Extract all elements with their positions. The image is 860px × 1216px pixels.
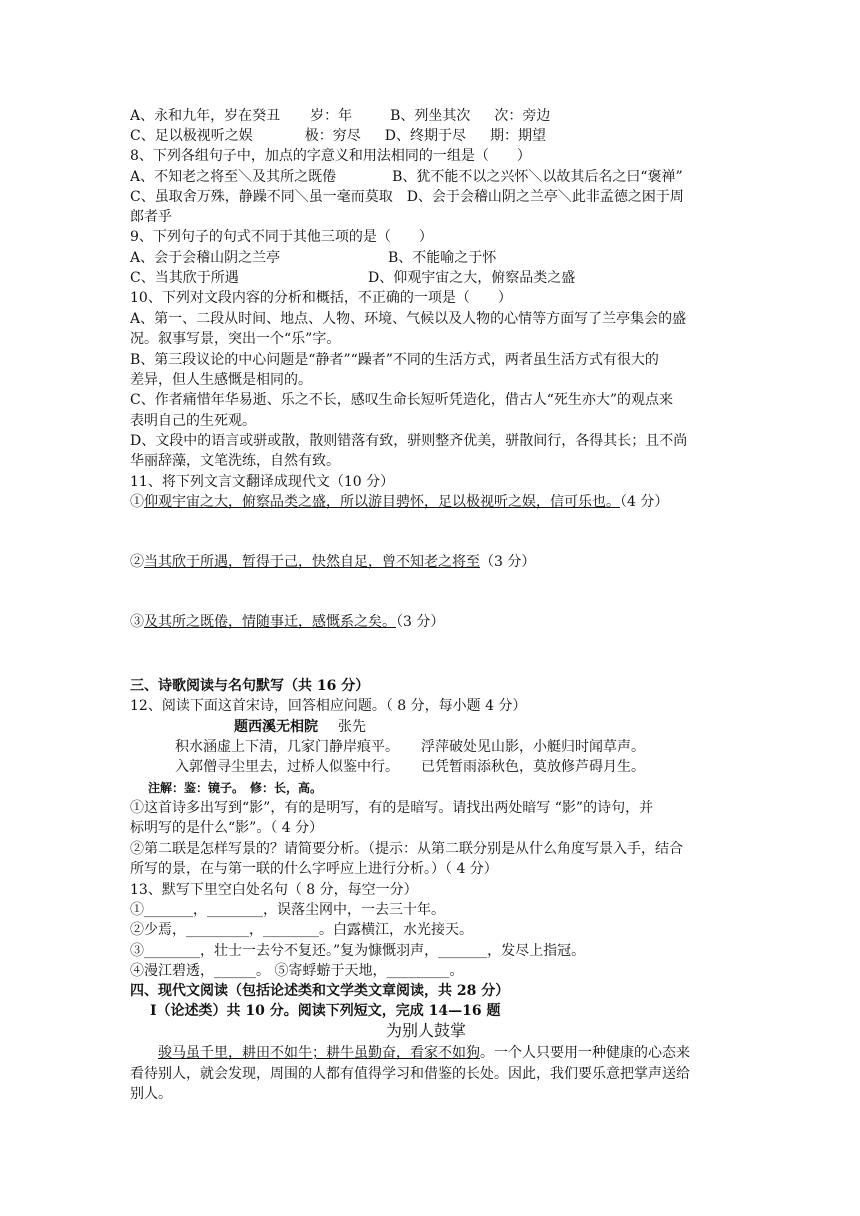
q12-sub1-line1: ①这首诗多出写到“影”，有的是明写，有的是暗写。请找出两处暗写 “影”的诗句，并 [130,800,654,816]
q8-options-cd: C、虽取舍万殊，静躁不同＼虽一毫而莫取 D、会于会稽山阴之兰亭＼此非孟德之困于周 [130,189,684,205]
q11-s3-number: ③ [130,614,144,630]
poem-couplet-2 [175,757,645,777]
q11-s2-number: ② [130,554,144,570]
section-4-subheading: Ⅰ（论述类）共 10 分。阅读下列短文，完成 14—16 题 [150,1003,501,1019]
q13-blank-line-3: ③________，壮士一去兮不复还。”复为慷慨羽声，_______，发尽上指冠。 [130,943,586,959]
q11-sentence-3 [130,612,444,632]
q9-line-ab [130,248,496,268]
q10-option-d-line2: 华丽辞藻，文笔洗练，自然有致。 [130,453,340,469]
poem-title: 题西溪无相院 [234,719,318,735]
q10-option-c-line1: C、作者痛惜年华易逝、乐之不长，感叹生命长短听凭造化，借古人“死生亦大”的观点来 [130,392,674,408]
q7-option-a-gloss: 岁：年 [310,108,353,124]
poem-author: 张先 [338,719,366,735]
q9-line-cd [130,268,575,288]
q8-stem: 8、下列各组句子中，加点的字意义和用法相同的一组是（ ） [130,148,531,164]
q10-stem: 10、下列对文段内容的分析和概括，不正确的一项是（ ） [130,290,512,306]
section-3-heading: 三、诗歌阅读与名句默写（共 16 分） [130,678,370,694]
q11-sentence-1 [130,492,668,512]
q7-option-b-gloss: 次：旁边 [494,108,551,124]
article-paragraph-line3: 别人。 [130,1086,172,1102]
q11-s1-text: 仰观宇宙之大，俯察品类之盛，所以游目骋怀，足以极视听之娱，信可乐也。 [144,494,620,510]
poem-line-1a: 积水涵虚上下清，几家门静岸痕平。 [175,739,399,755]
q13-blank-line-4: ④漫江碧透，______。 ⑤寄蜉蝣于天地，_________。 [130,963,464,979]
q11-s1-score: （4 分） [620,494,669,510]
q9-option-a: A、会于会稽山阴之兰亭 [130,250,281,266]
q13-stem: 13、默写下里空白处名句（ 8 分，每空一分） [130,882,418,898]
q9-option-c: C、当其欣于所遇 [130,270,239,286]
q13-blank-line-2: ②少焉，_________，________。白露横江，水光接天。 [130,922,473,938]
article-paragraph-line1 [158,1043,690,1063]
q10-option-a-line1: A、第一、二段从时间、地点、人物、环境、气候以及人物的心情等方面写了兰亭集会的盛 [130,311,687,327]
article-quote: 骏马虽千里，耕田不如牛；耕牛虽勤奋，看家不如狗 [158,1045,480,1061]
q12-stem: 12、阅读下面这首宋诗，回答相应问题。（ 8 分，每小题 4 分） [130,698,527,714]
q9-option-b: B、不能喻之于怀 [388,250,497,266]
poem-couplet-1 [175,737,645,757]
q7-option-c: C、足以极视听之娱 [130,128,253,144]
q8-options-ab: A、不知老之将至＼及其所之既倦 B、犹不能不以之兴怀＼以故其后名之曰“褒禅” [130,169,683,185]
q10-option-a-line2: 况。叙事写景，突出一个“乐”字。 [130,331,341,347]
q7-option-d-gloss: 期：期望 [489,128,546,144]
q10-option-d-line1: D、文段中的语言或骈或散，散则错落有致，骈则整齐优美，骈散间行，各得其长；且不尚 [130,433,688,449]
q12-sub2-line2: 所写的景，在与第一联的什么字呼应上进行分析。）（ 4 分） [130,861,498,877]
q10-option-b-line1: B、第三段议论的中心问题是“静者”“躁者”不同的生活方式，两者虽生活方式有很大的 [130,352,659,368]
q10-option-b-line2: 差异，但人生感慨是相同的。 [130,372,312,388]
article-paragraph-line2: 看待别人，就会发现，周围的人都有值得学习和借鉴的长处。因此，我们要乐意把掌声送给 [130,1066,690,1082]
q7-option-c-gloss: 极：穷尽 [304,128,361,144]
q8-options-cd-cont: 郎者乎 [130,209,172,225]
section-4-heading: 四、现代文阅读（包括论述类和文学类文章阅读，共 28 分） [130,983,510,999]
q11-s1-number: ① [130,494,144,510]
q9-stem: 9、下列句子的句式不同于其他三项的是（ ） [130,229,433,245]
article-line1-rest: 。一个人只要用一种健康的心态来 [480,1045,690,1061]
q7-option-b: B、列坐其次 [390,108,471,124]
q11-s3-text: 及其所之既倦，情随事迁，感慨系之矣。 [144,614,396,630]
q7-line-ab [130,106,550,126]
poem-line-2b: 已凭暂雨添秋色，莫放修芦碍月生。 [421,759,645,775]
q12-sub2-line1: ②第二联是怎样写景的？请简要分析。（提示：从第二联分别是从什么角度写景入手，结合 [130,841,683,857]
q11-sentence-2 [130,552,535,572]
q7-line-cd [130,126,546,146]
q10-option-c-line2: 表明自己的生死观。 [130,413,256,429]
q11-s2-text: 当其欣于所遇，暂得于己，快然自足，曾不知老之将至 [144,554,480,570]
poem-line-2a: 入郭僧寻尘里去，过桥人似鉴中行。 [175,759,399,775]
q12-sub1-line2: 标明写的是什么“影”。（ 4 分） [130,820,324,836]
q13-blank-line-1: ①_______，________，误落尘网中，一去三十年。 [130,902,445,918]
q11-stem: 11、将下列文言文翻译成现代文（10 分） [130,474,395,490]
q7-option-d: D、终期于尽 [384,128,466,144]
q11-s2-score: （3 分） [480,554,536,570]
q9-option-d: D、仰观宇宙之大，俯察品类之盛 [368,270,576,286]
q11-s3-score: （3 分） [396,614,445,630]
poem-heading [234,717,366,737]
poem-note: 注解：鉴：镜子。 修：长，高。 [148,781,323,795]
article-title: 为别人鼓掌 [386,1021,467,1040]
q7-option-a: A、永和九年，岁在癸丑 [130,108,281,124]
poem-line-1b: 浮萍破处见山影，小艇归时闻草声。 [421,739,645,755]
